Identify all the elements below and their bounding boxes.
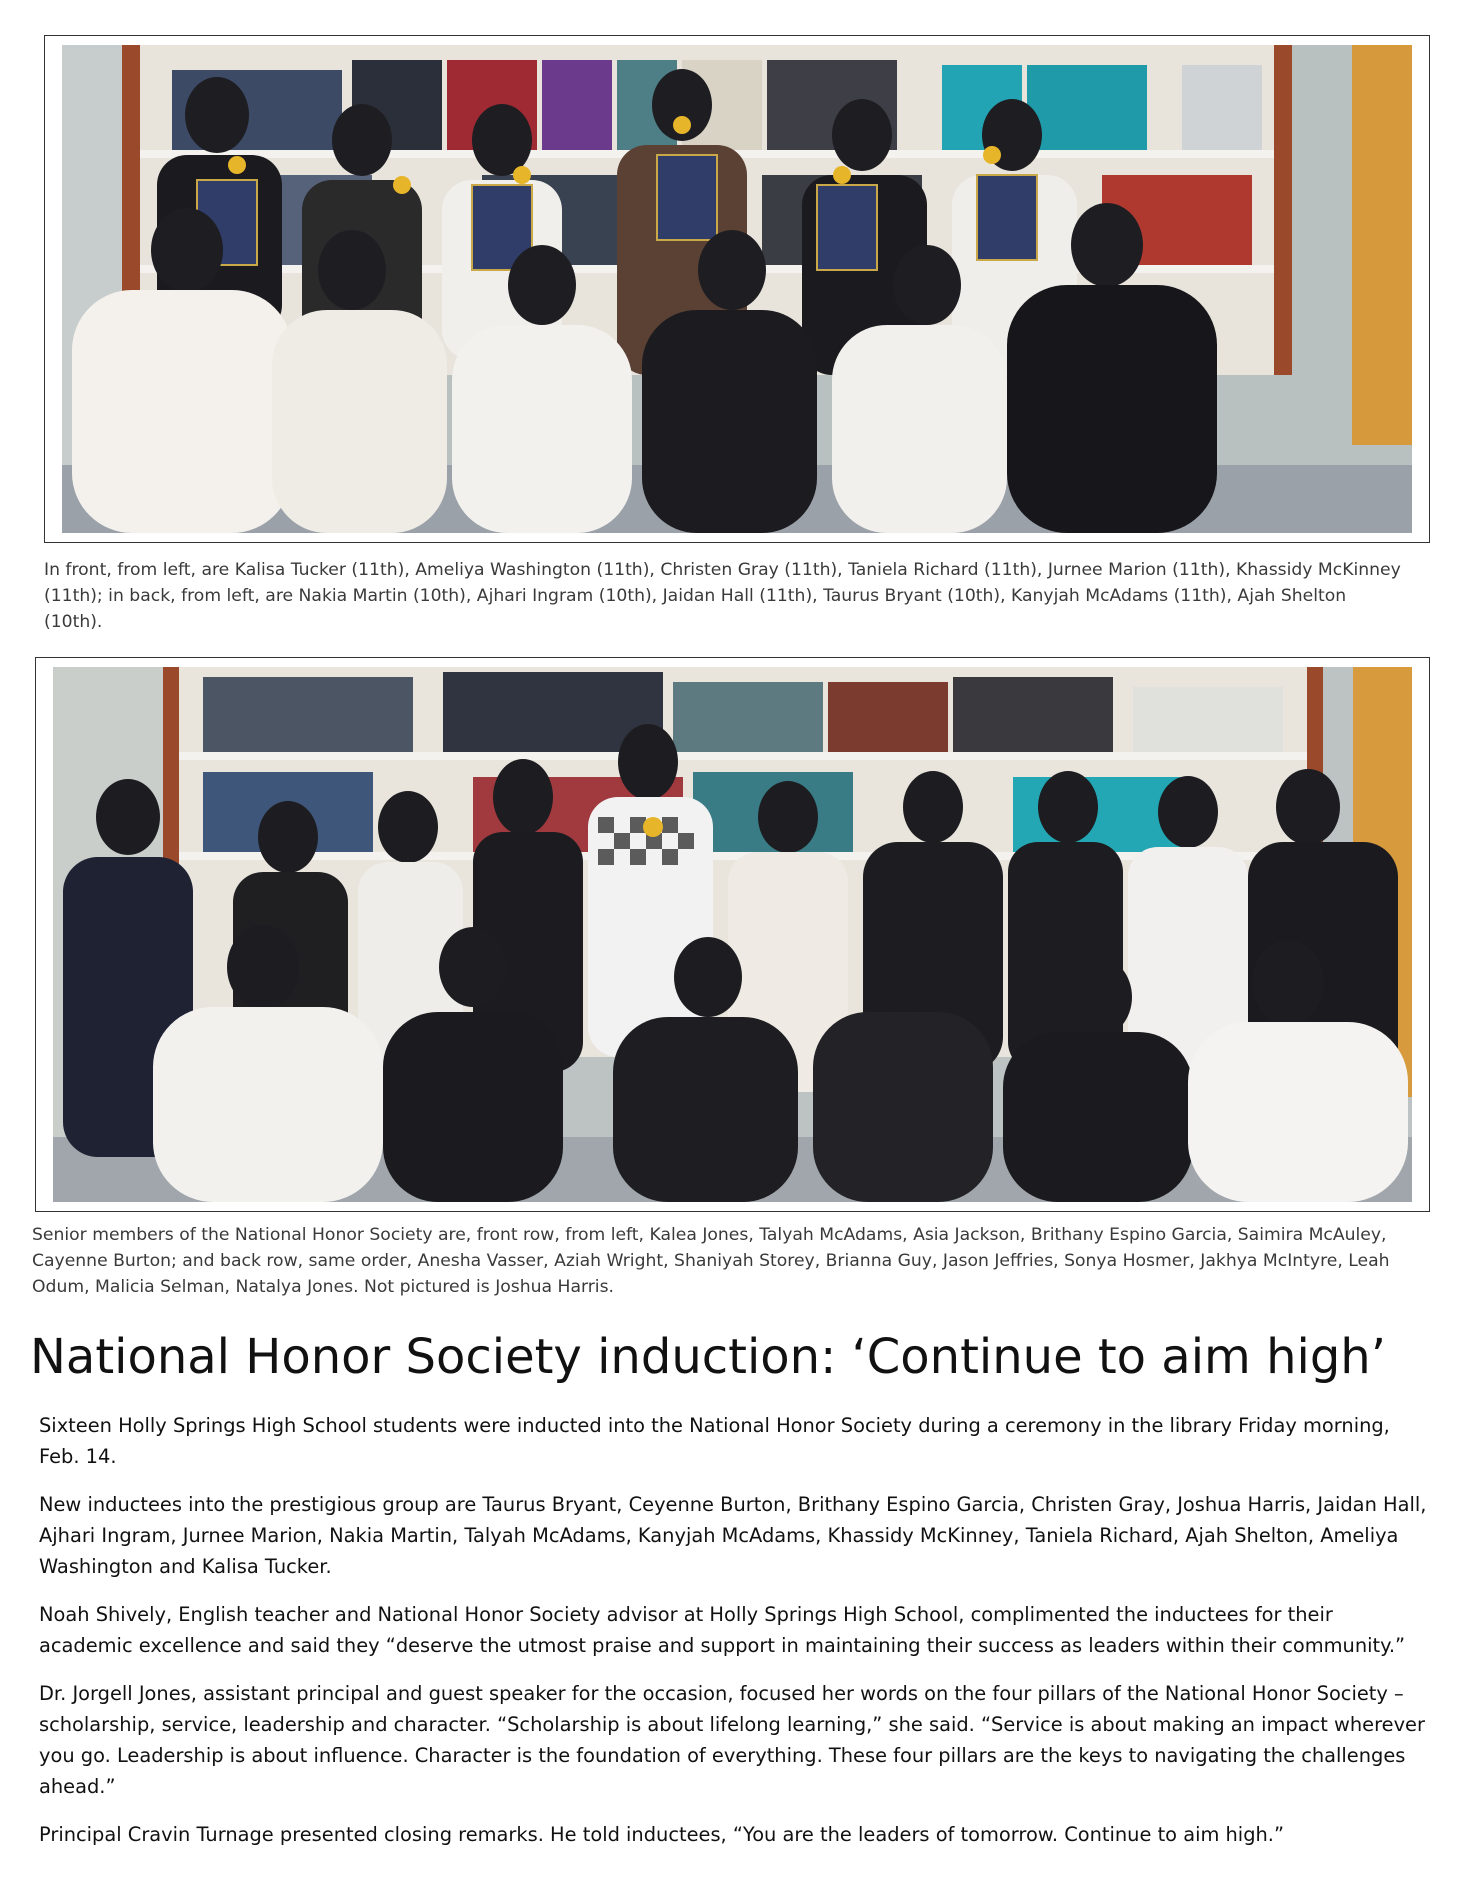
inductees-group-photo — [62, 45, 1412, 533]
photo-2-caption: Senior members of the National Honor Society are, front row, from left, Kalea Jones, Talyah McAdams, Asia Jackson, Brithany Espino Garcia, Saimira McAuley, Cayenne Burton; and back row, same order, Anesha Vasser, Aziah Wright, Shaniyah Storey, Brianna Guy, Jason Jeffries, Sonya Hosmer, Jakhya McIntyre, Leah Odum, Malicia Selman, Natalya Jones. Not pictured is Joshua Harris. — [32, 1225, 1390, 1297]
senior-members-group-photo — [53, 667, 1412, 1202]
article-headline: National Honor Society induction: ‘Continue to aim high’ — [30, 1329, 1386, 1385]
article-paragraph: Noah Shively, English teacher and National Honor Society advisor at Holly Springs High School, complimented the inductees for their academic excellence and said they “deserve the utmost praise and support in maintaining their success as leaders within their community.” — [39, 1603, 1406, 1657]
article-paragraph: Sixteen Holly Springs High School students were inducted into the National Honor Society during a ceremony in the library Friday morning, Feb. 14. — [39, 1414, 1390, 1468]
article-paragraph: Dr. Jorgell Jones, assistant principal and guest speaker for the occasion, focused her words on the four pillars of the National Honor Society – scholarship, service, leadership and character. “Scholarship is about lifelong learning,” she said. “Service is about making an impact wherever you go. Leadership is about influence. Character is the foundation of everything. These four pillars are the keys to navigating the challenges ahead.” — [39, 1682, 1425, 1798]
photo-1-caption: In front, from left, are Kalisa Tucker (11th), Ameliya Washington (11th), Christen Gray (11th), Taniela Richard (11th), Jurnee Marion (11th), Khassidy McKinney (11th); in back, from left, are Nakia Martin (10th), Ajhari Ingram (10th), Jaidan Hall (11th), Taurus Bryant (10th), Kanyjah McAdams (11th), Ajah Shelton (10th). — [44, 560, 1401, 632]
article-body — [39, 1410, 1429, 1867]
article-paragraph: New inductees into the prestigious group are Taurus Bryant, Ceyenne Burton, Brithany Espino Garcia, Christen Gray, Joshua Harris, Jaidan Hall, Ajhari Ingram, Jurnee Marion, Nakia Martin, Talyah McAdams, Kanyjah McAdams, Khassidy McKinney, Taniela Richard, Ajah Shelton, Ameliya Washington and Kalisa Tucker. — [39, 1493, 1427, 1578]
article-paragraph: Principal Cravin Turnage presented closing remarks. He told inductees, “You are the leaders of tomorrow. Continue to aim high.” — [39, 1823, 1285, 1846]
